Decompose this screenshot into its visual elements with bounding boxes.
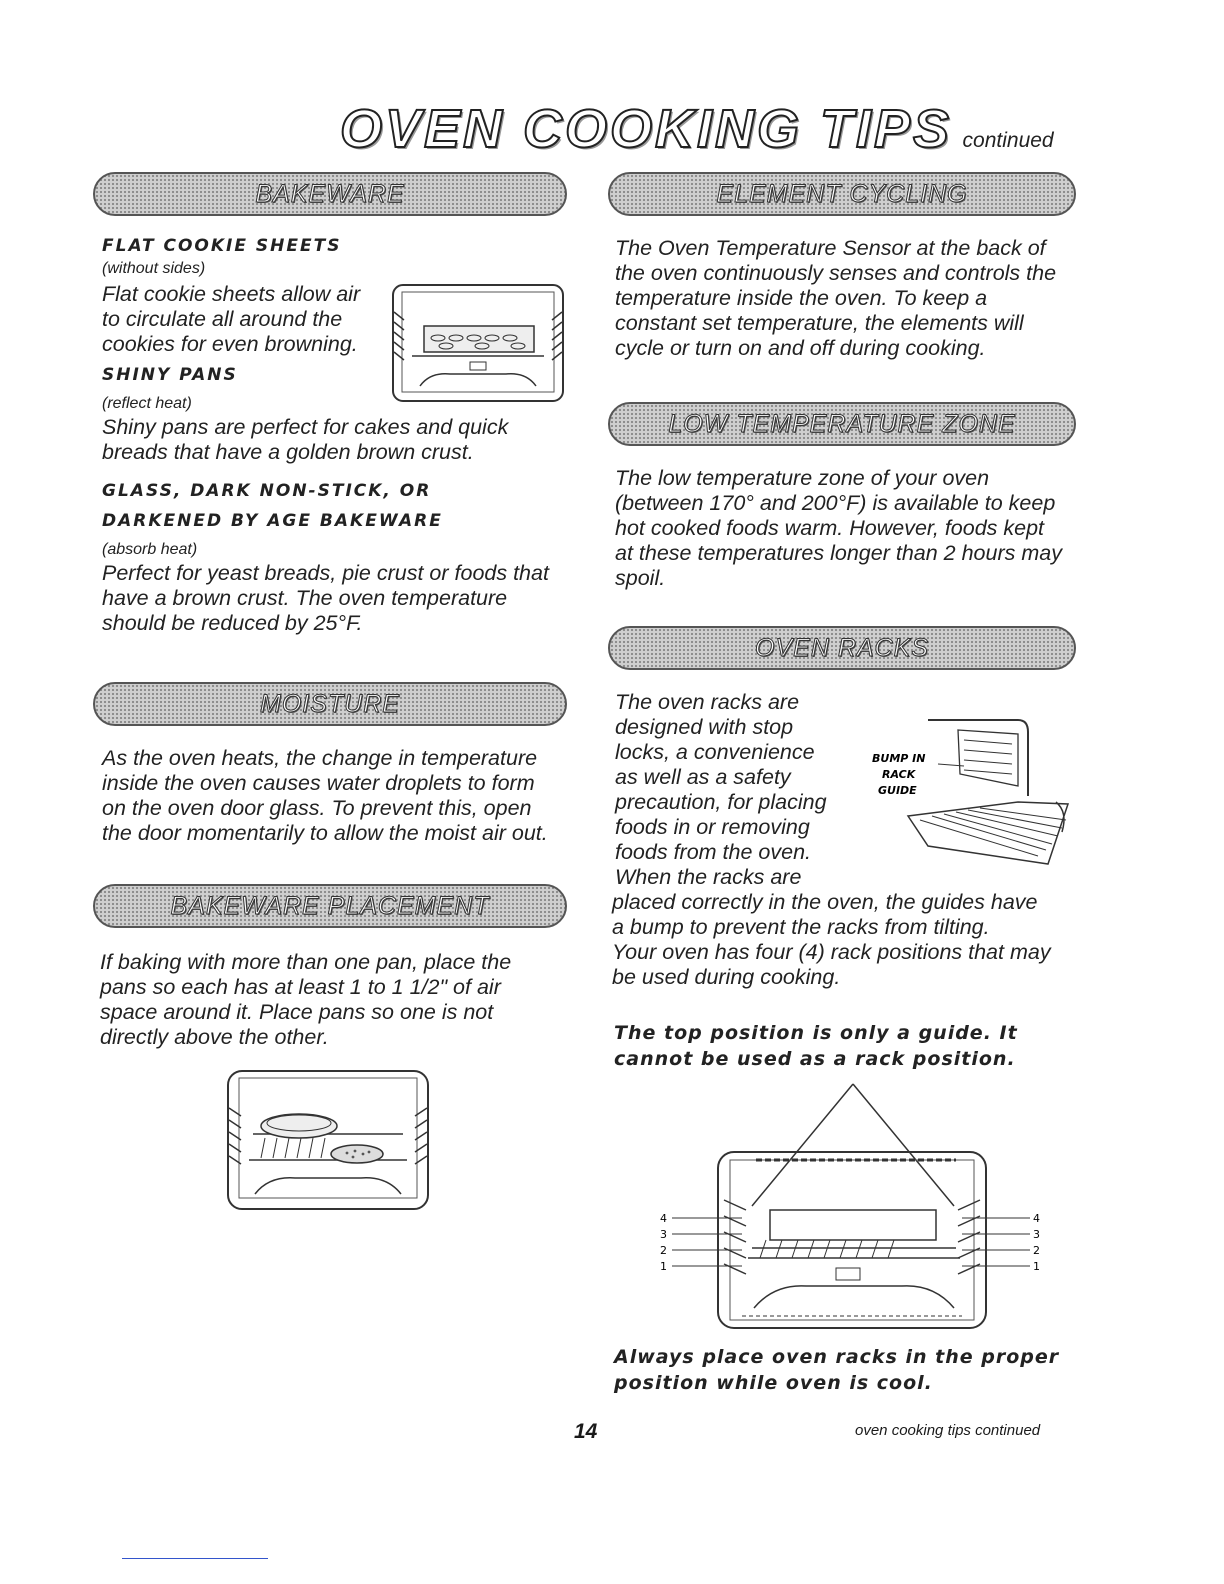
- shiny-pans-text: [102, 415, 572, 465]
- text-line: The oven racks are: [615, 690, 800, 714]
- rack-guide-illustration: [868, 716, 1078, 870]
- text-line: foods from the oven.: [615, 840, 811, 864]
- title-continued: continued: [962, 129, 1054, 152]
- text-line: foods in or removing: [615, 815, 810, 839]
- text-line: Flat cookie sheets allow air: [102, 282, 361, 306]
- pan-placement-illustration: [225, 1068, 431, 1212]
- text-line: breads that have a golden brown crust.: [102, 440, 474, 464]
- text-line: hot cooked foods warm. However, foods kept: [615, 516, 1045, 540]
- text-line: (between 170° and 200°F) is available to keep: [615, 491, 1056, 515]
- moisture-text: [102, 746, 572, 846]
- oven-racks-banner: [608, 626, 1076, 670]
- text-line: Always place oven racks in the proper: [614, 1346, 1060, 1368]
- text-line: a bump to prevent the racks from tilting.: [612, 915, 990, 939]
- glass-dark-title-2: DARKENED BY AGE BAKEWARE: [102, 511, 443, 531]
- placement-text: [100, 950, 570, 1050]
- rack-number-left-1: 1: [660, 1260, 667, 1273]
- element-cycling-banner: [608, 172, 1076, 216]
- element-cycling-text: [615, 236, 1085, 361]
- low-temp-header: LOW TEMPERATURE ZONE: [668, 409, 1016, 438]
- glass-dark-text: [102, 561, 572, 636]
- rack-number-right-4: 4: [1033, 1212, 1040, 1225]
- text-line: directly above the other.: [100, 1025, 329, 1049]
- text-line: to circulate all around the: [102, 307, 343, 331]
- link-underline: [122, 1558, 268, 1559]
- text-line: space around it. Place pans so one is not: [100, 1000, 494, 1024]
- text-line: When the racks are: [615, 865, 802, 889]
- text-line: placed correctly in the oven, the guides have: [612, 890, 1038, 914]
- text-line: precaution, for placing: [615, 790, 827, 814]
- rack-number-right-1: 1: [1033, 1260, 1040, 1273]
- text-line: The Oven Temperature Sensor at the back of: [615, 236, 1046, 260]
- cool-oven-warning: [614, 1344, 1094, 1396]
- placement-banner: [93, 884, 567, 928]
- rack-number-left-2: 2: [660, 1244, 667, 1257]
- title-main: OVEN COOKING TIPS: [340, 99, 953, 159]
- glass-dark-title-1: GLASS, DARK NON-STICK, OR: [102, 481, 432, 501]
- rack-number-left-3: 3: [660, 1228, 667, 1241]
- rack-positions-illustration: [656, 1080, 1046, 1332]
- text-line: Perfect for yeast breads, pie crust or foods that: [102, 561, 549, 585]
- text-line: temperature inside the oven. To keep a: [615, 286, 988, 310]
- oven-racks-header: OVEN RACKS: [755, 633, 929, 662]
- glass-dark-note: (absorb heat): [102, 541, 198, 558]
- element-cycling-header: ELEMENT CYCLING: [716, 179, 968, 208]
- text-line: locks, a convenience: [615, 740, 815, 764]
- top-position-warning: [614, 1020, 1094, 1072]
- text-line: have a brown crust. The oven temperature: [102, 586, 508, 610]
- text-line: If baking with more than one pan, place the: [100, 950, 512, 974]
- bakeware-header: BAKEWARE: [255, 179, 405, 208]
- low-temp-banner: [608, 402, 1076, 446]
- text-line: cannot be used as a rack position.: [614, 1048, 1016, 1070]
- moisture-header: MOISTURE: [260, 689, 400, 718]
- text-line: be used during cooking.: [612, 965, 841, 989]
- moisture-banner: [93, 682, 567, 726]
- footer-text: oven cooking tips continued: [855, 1422, 1041, 1439]
- bakeware-banner: [93, 172, 567, 216]
- oven-racks-intro: [615, 690, 865, 890]
- flat-cookie-note: (without sides): [102, 260, 206, 277]
- text-line: inside the oven causes water droplets to form: [102, 771, 535, 795]
- bump-label-line1: BUMP IN: [872, 752, 926, 765]
- text-line: The top position is only a guide. It: [614, 1022, 1018, 1044]
- text-line: Your oven has four (4) rack positions that may: [612, 940, 1051, 964]
- placement-header: BAKEWARE PLACEMENT: [170, 891, 490, 920]
- text-line: The low temperature zone of your oven: [615, 466, 990, 490]
- bump-label-line2: RACK: [882, 768, 916, 781]
- text-line: as well as a safety: [615, 765, 791, 789]
- page-number: 14: [574, 1420, 598, 1443]
- flat-cookie-title: FLAT COOKIE SHEETS: [102, 236, 342, 256]
- text-line: As the oven heats, the change in temperature: [102, 746, 538, 770]
- text-line: position while oven is cool.: [614, 1372, 933, 1394]
- text-line: designed with stop: [615, 715, 794, 739]
- cookie-sheet-illustration: [390, 282, 566, 404]
- text-line: spoil.: [615, 566, 666, 590]
- text-line: constant set temperature, the elements will: [615, 311, 1024, 335]
- text-line: Shiny pans are perfect for cakes and quick: [102, 415, 509, 439]
- bump-label-line3: GUIDE: [878, 784, 917, 797]
- text-line: pans so each has at least 1 to 1 1/2" of air: [100, 975, 501, 999]
- text-line: on the oven door glass. To prevent this, open: [102, 796, 532, 820]
- low-temp-text: [615, 466, 1085, 591]
- shiny-pans-note: (reflect heat): [102, 395, 192, 412]
- text-line: the door momentarily to allow the moist air out.: [102, 821, 548, 845]
- text-line: should be reduced by 25°F.: [102, 611, 363, 635]
- page-title: [340, 98, 1054, 160]
- text-line: cookies for even browning.: [102, 332, 358, 356]
- shiny-pans-title: SHINY PANS: [102, 365, 238, 385]
- text-line: cycle or turn on and off during cooking.: [615, 336, 986, 360]
- oven-racks-text: [612, 890, 1082, 990]
- text-line: the oven continuously senses and controls the: [615, 261, 1057, 285]
- text-line: at these temperatures longer than 2 hours may: [615, 541, 1062, 565]
- rack-number-right-3: 3: [1033, 1228, 1040, 1241]
- rack-number-left-4: 4: [660, 1212, 667, 1225]
- rack-number-right-2: 2: [1033, 1244, 1040, 1257]
